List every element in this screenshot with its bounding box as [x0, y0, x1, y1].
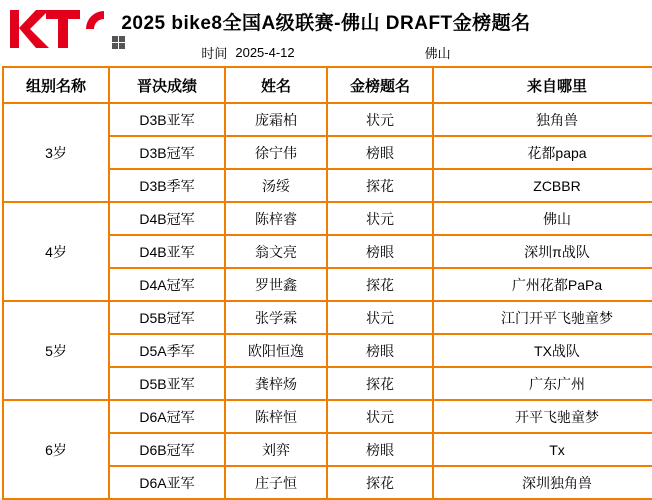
cell-result: D6A冠军	[109, 400, 225, 433]
cell-result: D4B冠军	[109, 202, 225, 235]
cell-from: 深圳π战队	[433, 235, 652, 268]
cell-from: 开平飞驰童梦	[433, 400, 652, 433]
cell-name: 徐宁伟	[225, 136, 327, 169]
cell-rank: 状元	[327, 202, 433, 235]
cell-from: Tx	[433, 433, 652, 466]
column-header-name: 姓名	[225, 67, 327, 103]
document-header	[0, 0, 652, 66]
cell-name: 欧阳恒逸	[225, 334, 327, 367]
cell-from: 深圳独角兽	[433, 466, 652, 499]
cell-name: 陈梓恒	[225, 400, 327, 433]
cell-from: ZCBBR	[433, 169, 652, 202]
cell-result: D3B季军	[109, 169, 225, 202]
cell-from: 独角兽	[433, 103, 652, 136]
table-header-row	[3, 67, 652, 103]
cell-from: 花都papa	[433, 136, 652, 169]
cell-name: 庄子恒	[225, 466, 327, 499]
cell-name: 龚梓炀	[225, 367, 327, 400]
cell-name: 张学霖	[225, 301, 327, 334]
cell-result: D3B亚军	[109, 103, 225, 136]
cell-result: D6B冠军	[109, 433, 225, 466]
column-header-from: 来自哪里	[433, 67, 652, 103]
results-table	[2, 66, 652, 500]
table-row	[3, 301, 652, 334]
cell-rank: 榜眼	[327, 136, 433, 169]
cell-result: D4B亚军	[109, 235, 225, 268]
table-row	[3, 400, 652, 433]
cell-rank: 探花	[327, 268, 433, 301]
cell-rank: 榜眼	[327, 235, 433, 268]
cell-from: 广东广州	[433, 367, 652, 400]
cell-rank: 探花	[327, 169, 433, 202]
cell-name: 汤绥	[225, 169, 327, 202]
subtitle-row	[0, 42, 652, 62]
cell-result: D6A亚军	[109, 466, 225, 499]
cell-name: 翁文亮	[225, 235, 327, 268]
column-header-result: 晋决成绩	[109, 67, 225, 103]
cell-result: D5B冠军	[109, 301, 225, 334]
cell-result: D3B冠军	[109, 136, 225, 169]
cell-rank: 榜眼	[327, 433, 433, 466]
cell-rank: 探花	[327, 466, 433, 499]
cell-name: 罗世鑫	[225, 268, 327, 301]
cell-rank: 状元	[327, 301, 433, 334]
table-row	[3, 202, 652, 235]
cell-from: TX战队	[433, 334, 652, 367]
cell-rank: 探花	[327, 367, 433, 400]
cell-name: 陈梓睿	[225, 202, 327, 235]
page-title: 2025 bike8全国A级联赛-佛山 DRAFT金榜题名	[121, 13, 531, 34]
cell-result: D5B亚军	[109, 367, 225, 400]
date-value: 2025-4-12	[235, 44, 295, 60]
column-header-group: 组别名称	[3, 67, 109, 103]
cell-from: 佛山	[433, 202, 652, 235]
place-label: 佛山	[424, 45, 451, 61]
column-header-rank: 金榜题名	[327, 67, 433, 103]
group-name-cell: 3岁	[3, 103, 109, 202]
date-label: 时间	[201, 45, 228, 61]
cell-rank: 状元	[327, 400, 433, 433]
cell-name: 庞霜柏	[225, 103, 327, 136]
cell-result: D4A冠军	[109, 268, 225, 301]
cell-from: 江门开平飞驰童梦	[433, 301, 652, 334]
cell-result: D5A季军	[109, 334, 225, 367]
cell-name: 刘弈	[225, 433, 327, 466]
cell-rank: 榜眼	[327, 334, 433, 367]
group-name-cell: 4岁	[3, 202, 109, 301]
group-name-cell: 5岁	[3, 301, 109, 400]
cell-from: 广州花都PaPa	[433, 268, 652, 301]
cell-rank: 状元	[327, 103, 433, 136]
group-name-cell: 6岁	[3, 400, 109, 499]
table-row	[3, 103, 652, 136]
